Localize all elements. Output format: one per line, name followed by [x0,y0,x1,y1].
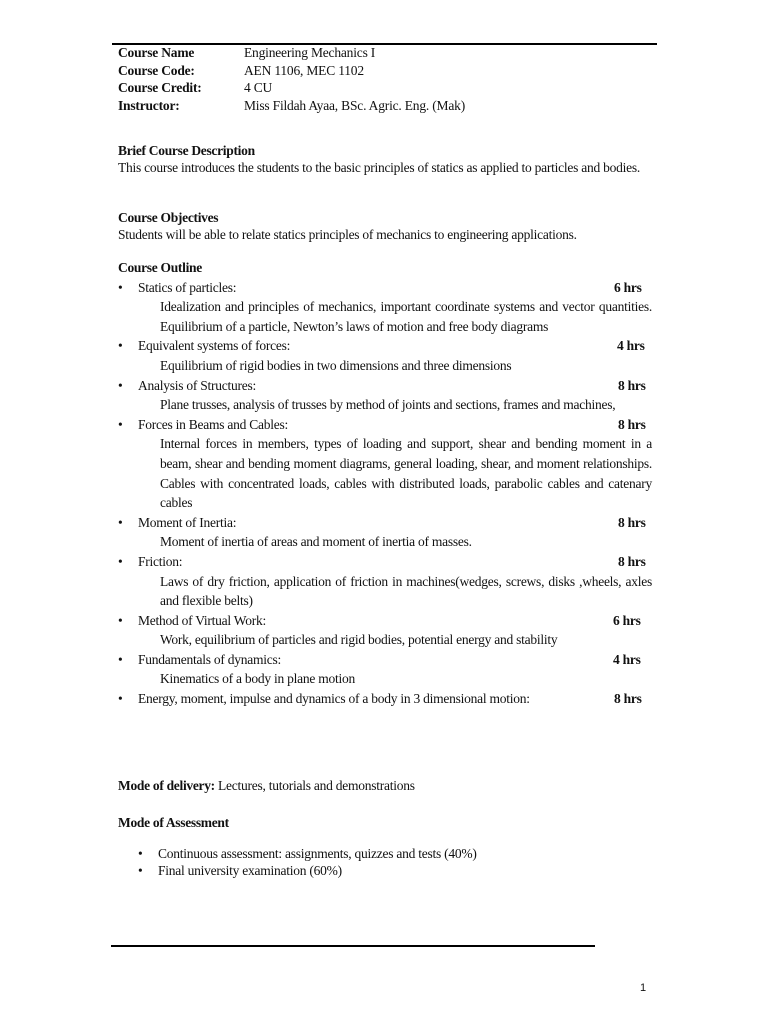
topic-detail: Internal forces in members, types of loading and support, shear and bending moment in a beam, shear and bending moment diagrams, general loading, shear, and moment relationships. Cables with concentrated loads, cables with distributed loads, parabolic cables and catenary cables [160,436,652,511]
topic-detail: Kinematics of a body in plane motion [160,671,355,687]
objectives-heading: Course Objectives [118,210,219,225]
assessment-section [118,814,652,879]
outline-topic [118,415,652,513]
topic-title: Analysis of Structures: [138,377,256,393]
description-text: This course introduces the students to the basic principles of statics as applied to particles and bodies. [118,160,640,175]
course-code-label: Course Code: [118,62,195,78]
description-heading: Brief Course Description [118,143,255,158]
assessment-item-text: Final university examination (60%) [158,863,342,878]
topic-hours: 6 hrs [613,612,641,628]
topic-detail: Laws of dry friction, application of friction in machines(wedges, screws, disks ,wheels, axles and flexible belts) [160,573,652,609]
outline-topic [118,336,652,375]
outline-topic [118,552,652,611]
delivery-section [118,777,652,794]
outline-topic [118,611,652,650]
list-item [138,862,652,879]
assessment-heading: Mode of Assessment [118,815,229,830]
topic-hours: 8 hrs [618,514,646,530]
topic-title: Friction: [138,553,183,569]
outline-topic [118,650,652,689]
bullet-icon: • [138,846,143,861]
instructor-value: Miss Fildah Ayaa, BSc. Agric. Eng. (Mak) [244,97,465,113]
course-name-value: Engineering Mechanics I [244,45,376,60]
bullet-icon: • [118,377,123,393]
topic-title: Energy, moment, impulse and dynamics of a body in 3 dimensional motion: [138,691,530,707]
outline-heading: Course Outline [118,260,202,275]
topic-hours: 8 hrs [618,416,646,432]
topic-hours: 4 hrs [613,651,641,667]
course-code-value: AEN 1106, MEC 1102 [244,62,364,78]
bullet-icon: • [118,612,123,628]
topic-hours: 6 hrs [614,279,642,295]
list-item [138,845,652,862]
topic-hours: 8 hrs [618,553,646,569]
delivery-label: Mode of delivery: [118,778,215,793]
topic-title: Forces in Beams and Cables: [138,416,288,432]
instructor-label: Instructor: [118,97,180,113]
bullet-icon: • [118,279,123,295]
topic-detail: Work, equilibrium of particles and rigid bodies, potential energy and stability [160,632,558,648]
topic-detail: Moment of inertia of areas and moment of inertia of masses. [160,534,472,550]
topic-title: Method of Virtual Work: [138,612,266,628]
outline-topic [118,376,652,415]
topic-detail: Plane trusses, analysis of trusses by method of joints and sections, frames and machines, [160,397,616,413]
course-credit-value: 4 CU [244,80,273,95]
bullet-icon: • [118,553,123,569]
bullet-icon: • [118,651,123,667]
objectives-text: Students will be able to relate statics principles of mechanics to engineering applications. [118,227,577,242]
topic-title: Moment of Inertia: [138,514,237,530]
assessment-list [118,845,652,879]
topic-hours: 4 hrs [617,338,645,354]
objectives-section [118,209,652,243]
topic-title: Fundamentals of dynamics: [138,651,281,667]
course-code-row [118,62,658,80]
course-credit-row [118,79,658,97]
description-section [118,142,652,176]
topic-detail: Idealization and principles of mechanics, important coordinate systems and vector quantities. Equilibrium of a particle, Newton’s laws of motion and free body diagrams [160,299,652,334]
outline-topic [118,513,652,552]
bullet-icon: • [118,691,123,707]
course-name-label: Course Name [118,45,195,60]
instructor-row [118,97,658,115]
bottom-rule [111,945,595,947]
course-name-row [118,44,658,62]
topic-hours: 8 hrs [614,691,642,707]
topic-hours: 8 hrs [618,377,646,393]
outline-topic [118,689,652,709]
topic-detail: Equilibrium of rigid bodies in two dimensions and three dimensions [160,357,512,373]
assessment-item-text: Continuous assessment: assignments, quizzes and tests (40%) [158,846,477,861]
course-credit-label: Course Credit: [118,80,202,95]
bullet-icon: • [138,863,143,878]
page-number: 1 [640,982,647,994]
topic-title: Equivalent systems of forces: [138,338,291,354]
course-info-table [118,44,658,114]
bullet-icon: • [118,338,123,354]
delivery-text: Lectures, tutorials and demonstrations [214,778,415,793]
bullet-icon: • [118,514,123,530]
topic-title: Statics of particles: [138,279,237,295]
bullet-icon: • [118,416,123,432]
outline-section [118,258,652,709]
outline-topic [118,278,652,337]
